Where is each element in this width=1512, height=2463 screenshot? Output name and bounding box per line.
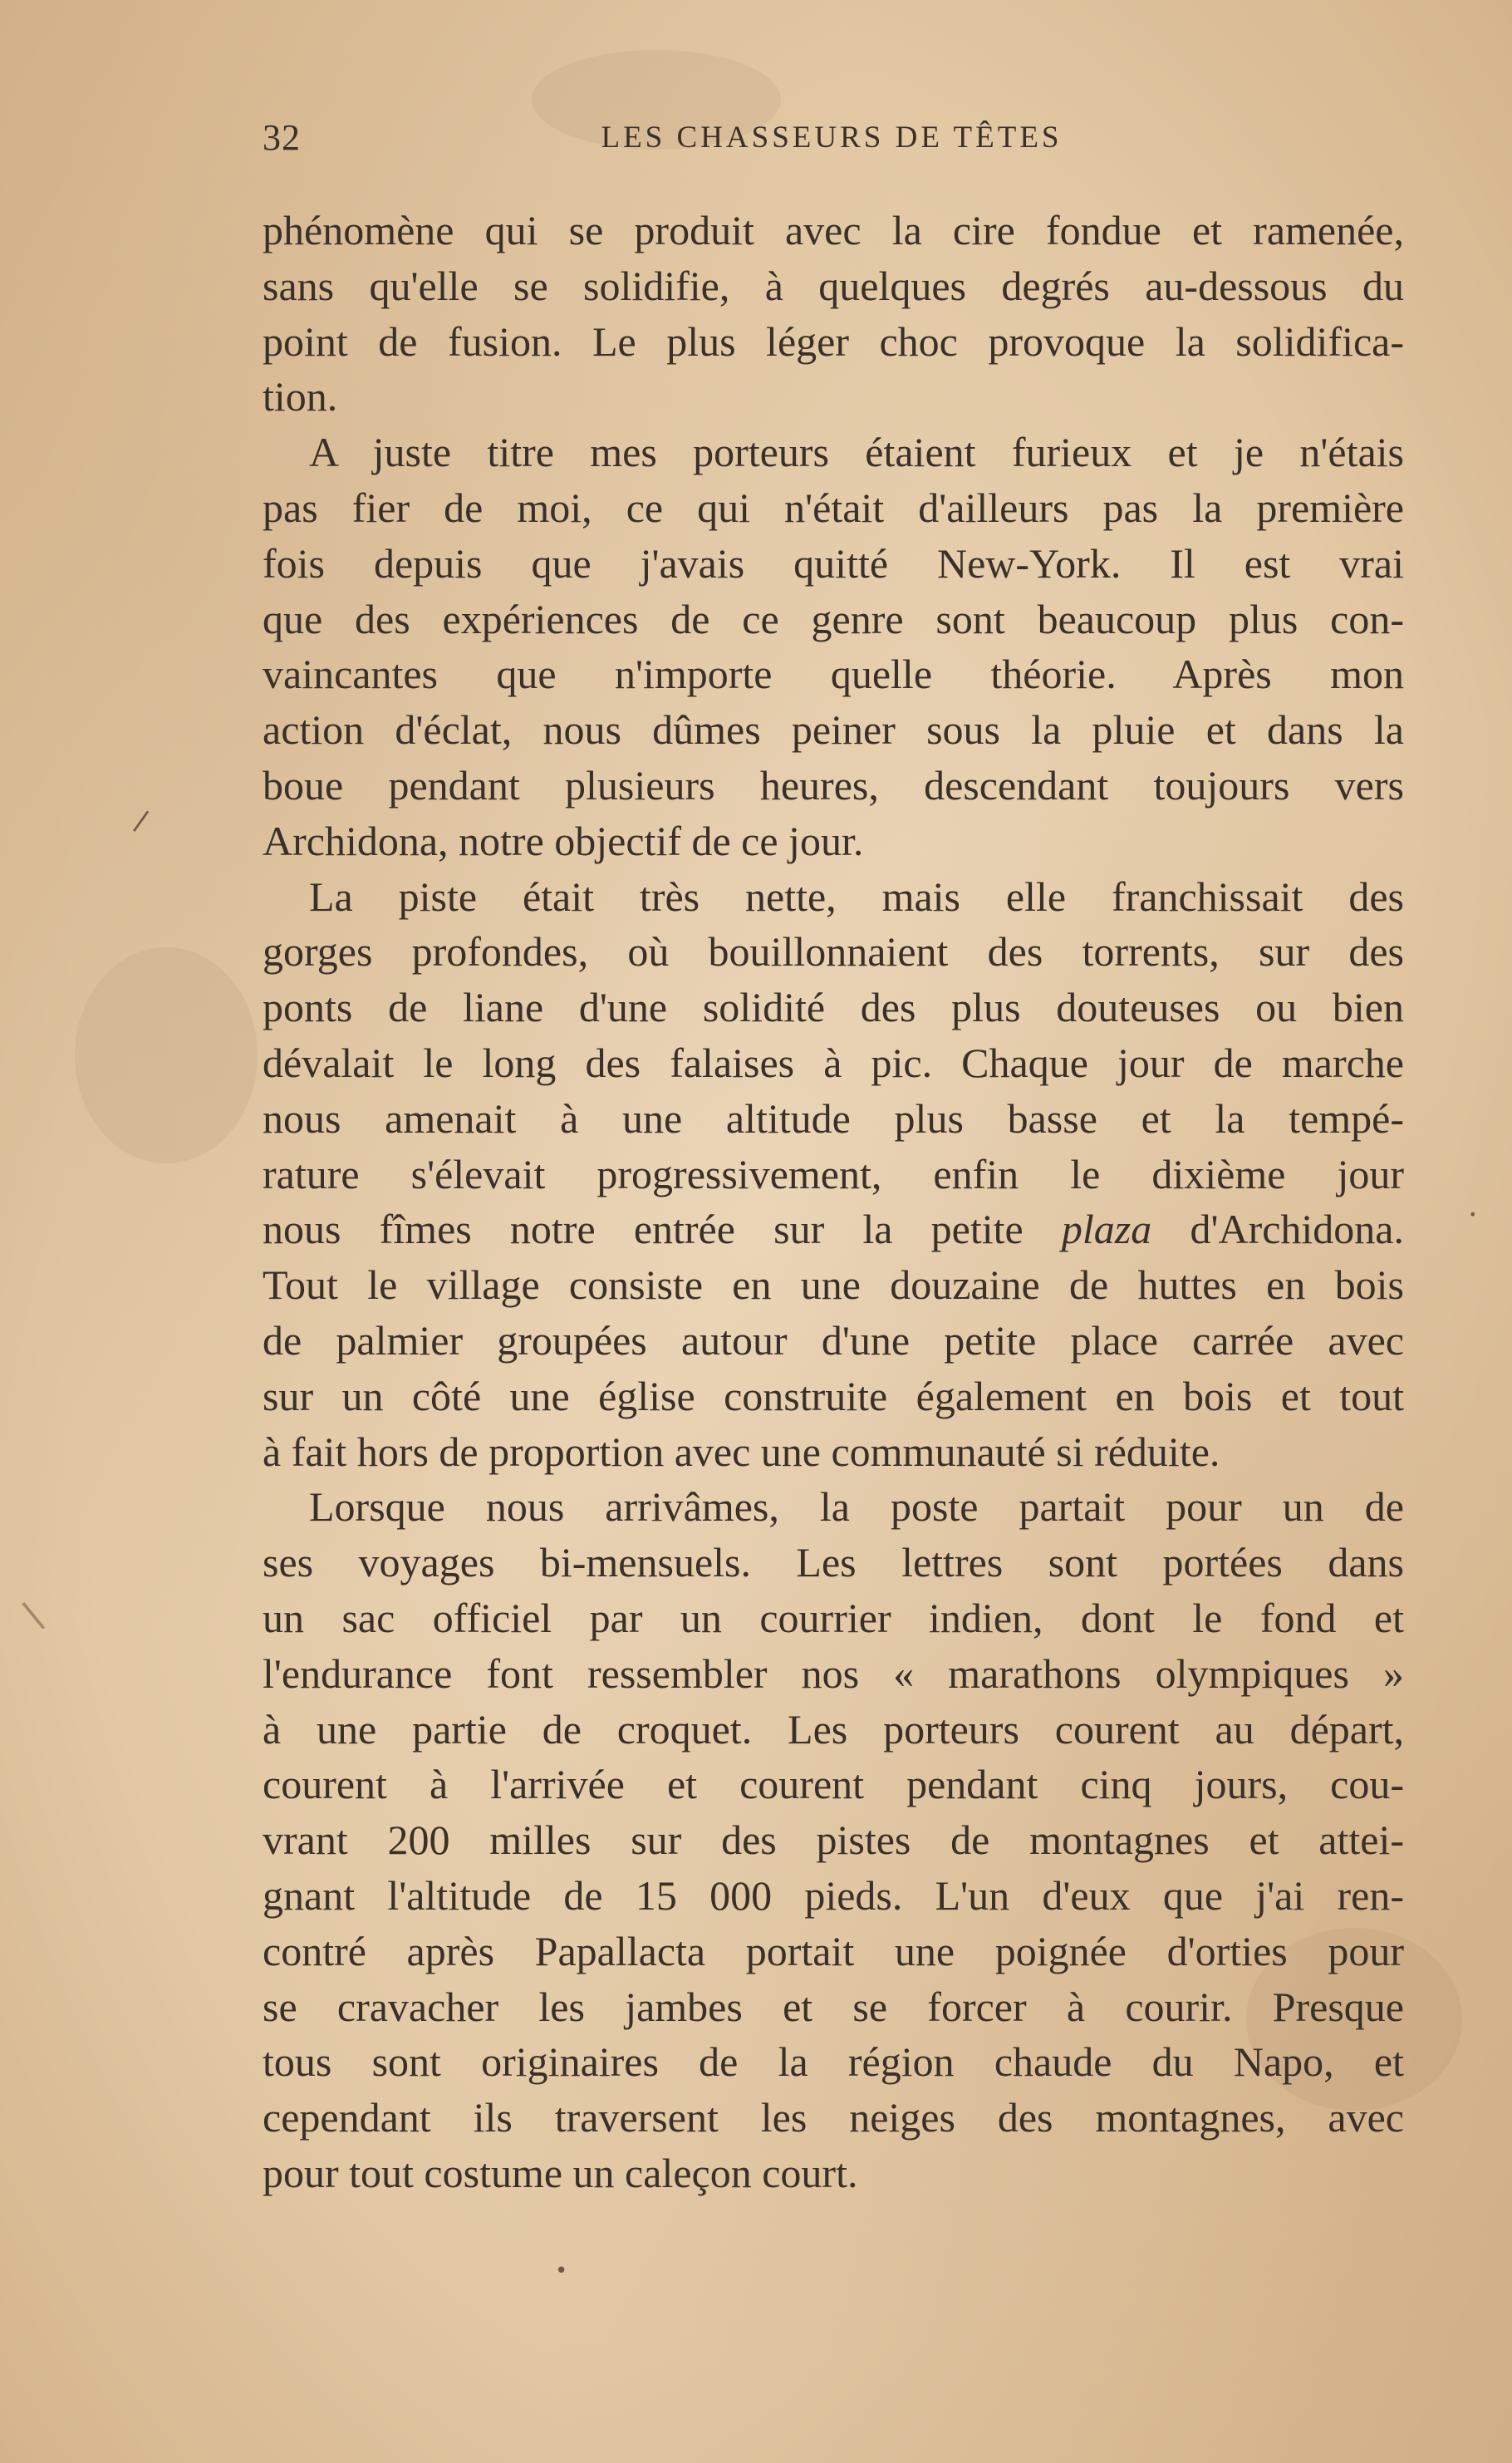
text-line: l'endurance font ressembler nos « marathons olympiques » [263, 1649, 1404, 1697]
text-line: pour tout costume un caleçon court. [263, 2149, 858, 2196]
text-line: nous fîmes notre entrée sur la petite plaza d'Archidona. [263, 1206, 1404, 1253]
text-line: dévalait le long des falaises à pic. Chaque jour de marche [263, 1039, 1404, 1086]
paper-stain [75, 947, 258, 1163]
text-line: cependant ils traversent les neiges des montagnes, avec [263, 2094, 1404, 2141]
text-line: courent à l'arrivée et courent pendant cinq jours, cou- [263, 1761, 1404, 1808]
text-line: un sac officiel par un courrier indien, dont le fond et [263, 1594, 1404, 1641]
text-line: à fait hors de proportion avec une communauté si réduite. [263, 1428, 1220, 1475]
text-line: que des expériences de ce genre sont beaucoup plus con- [263, 595, 1404, 642]
text-line: La piste était très nette, mais elle franchissait des [309, 873, 1404, 920]
text-line: point de fusion. Le plus léger choc provoque la solidifica- [263, 317, 1404, 365]
paragraph [263, 1479, 1404, 2200]
text-line: sans qu'elle se solidifie, à quelques degrés au-dessous du [263, 262, 1404, 309]
pencil-mark-icon: / [131, 804, 151, 838]
text-line: pas fier de moi, ce qui n'était d'ailleurs pas la première [263, 484, 1404, 531]
text-line: sur un côté une église construite également en bois et tout [263, 1372, 1404, 1419]
paragraph [263, 425, 1404, 868]
pencil-mark-icon: \ [18, 1591, 48, 1638]
text-line: rature s'élevait progressivement, enfin le dixième jour [263, 1150, 1404, 1197]
ink-dot-icon: • [555, 2259, 568, 2284]
text-line: gorges profondes, où bouillonnaient des torrents, sur des [263, 928, 1404, 976]
text-line: fois depuis que j'avais quitté New-York. Il est vrai [263, 539, 1404, 587]
text-line: Tout le village consiste en une douzaine de huttes en bois [263, 1261, 1404, 1309]
text-line: contré après Papallacta portait une poignée d'orties pour [263, 1927, 1404, 1974]
running-title: LES CHASSEURS DE TÊTES [601, 120, 1063, 155]
text-line: phénomène qui se produit avec la cire fondue et ramenée, [263, 207, 1404, 253]
text-line: de palmier groupées autour d'une petite place carrée avec [263, 1316, 1404, 1364]
text-line: action d'éclat, nous dûmes peiner sous la pluie et dans la [263, 706, 1404, 754]
text-line: Lorsque nous arrivâmes, la poste partait pour un de [309, 1483, 1404, 1531]
text-line: tous sont originaires de la région chaude du Napo, et [263, 2038, 1404, 2086]
text-line: nous amenait à une altitude plus basse et la tempé- [263, 1094, 1404, 1142]
text-line: vaincantes que n'importe quelle théorie. Après mon [263, 651, 1404, 698]
text-line: vrant 200 milles sur des pistes de montagnes et attei- [263, 1817, 1404, 1864]
text-line: boue pendant plusieurs heures, descendant toujours vers [263, 761, 1404, 809]
text-line: gnant l'altitude de 15 000 pieds. L'un d'eux que j'ai ren- [263, 1871, 1404, 1919]
page-number: 32 [263, 117, 301, 158]
text-line: ponts de liane d'une solidité des plus douteuses ou bien [263, 984, 1404, 1031]
page-header [259, 116, 1404, 166]
text-line: A juste titre mes porteurs étaient furieux et je n'étais [309, 429, 1404, 476]
text-line: ses voyages bi-mensuels. Les lettres sont portées dans [263, 1539, 1404, 1586]
text-line: se cravacher les jambes et se forcer à courir. Presque [263, 1983, 1404, 2030]
body-text [263, 203, 1404, 2201]
paragraph [263, 869, 1404, 1480]
ink-dot-icon: • [1469, 1207, 1477, 1222]
text-line: Archidona, notre objectif de ce jour. [263, 817, 864, 864]
paragraph [263, 203, 1404, 425]
text-line: tion. [263, 373, 338, 420]
text-line: à une partie de croquet. Les porteurs courent au départ, [263, 1705, 1404, 1753]
